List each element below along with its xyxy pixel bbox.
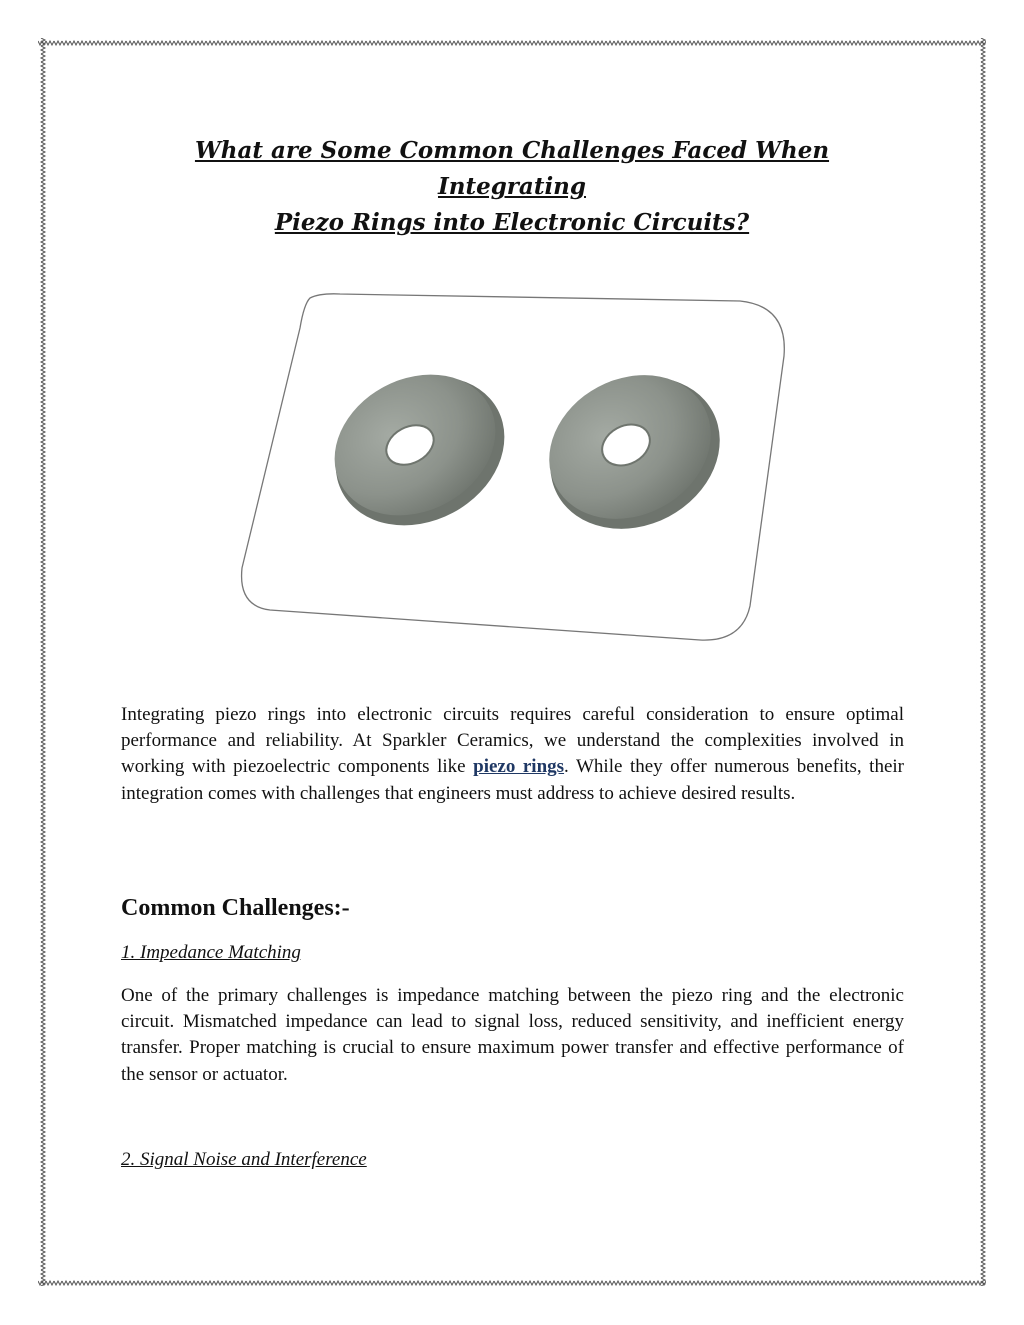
title-line-1: What are Some Common Challenges Faced When Integrating [194,137,830,201]
piezo-rings-link[interactable]: piezo rings [473,756,565,778]
section-heading: Common Challenges:- [121,895,350,921]
intro-paragraph: Integrating piezo rings into electronic circuits requires careful consideration to ensure optimal performance and reliability. At Sparkler Ceramics, we understand the complexities involved in working with piezoelectric components like piezo rings. While they offer numerous benefits, their integration comes with challenges that engineers must address to achieve desired results. [121,704,904,804]
title-line-2: Piezo Rings into Electronic Circuits? [274,209,750,237]
challenge-1-heading: 1. Impedance Matching [121,942,301,963]
challenge-1-body: One of the primary challenges is impedance matching between the piezo ring and the electronic circuit. Mismatched impedance can lead to signal loss, reduced sensitivity, and inefficient energy transfer. Proper matching is crucial to ensure maximum power transfer and effective performance of the sensor or actuator. [121,985,904,1085]
piezo-rings-photo [230,288,794,648]
challenge-2-heading: 2. Signal Noise and Interference [121,1149,367,1170]
page-title [120,133,904,241]
